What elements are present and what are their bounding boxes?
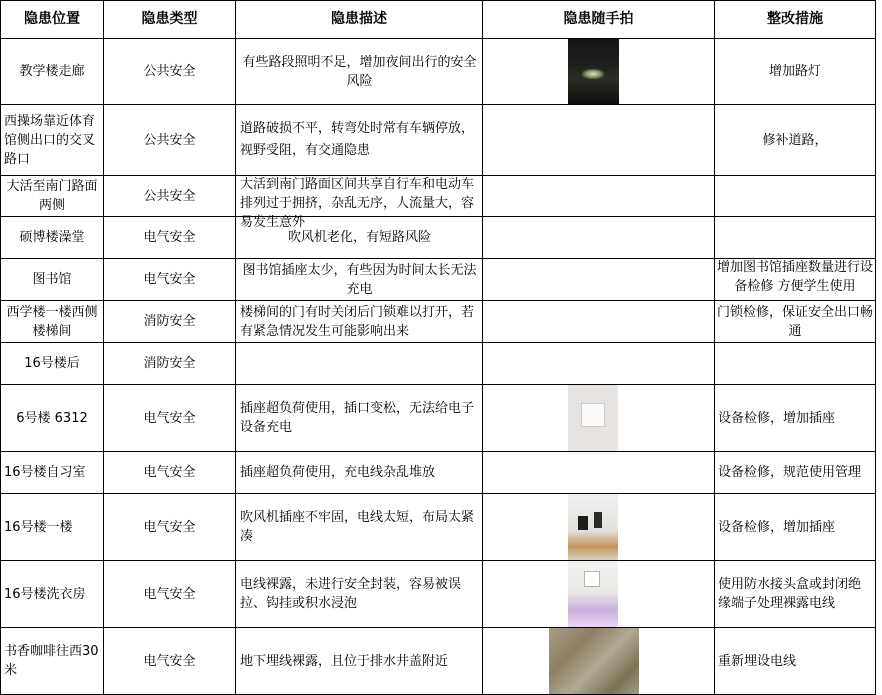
cell-location: 西学楼一楼西侧楼梯间 [1, 301, 104, 343]
cell-photo [483, 628, 715, 695]
cell-photo [483, 494, 715, 561]
cell-description: 吹风机插座不牢固，电线太短，布局太紧凑 [236, 494, 483, 561]
cell-photo [483, 217, 715, 259]
description-text: 图书馆插座太少，有些因为时间太长无法充电 [242, 262, 477, 297]
night-road-photo [568, 39, 619, 104]
table-row [1, 105, 876, 176]
cell-type: 电气安全 [104, 217, 236, 259]
table-row [1, 494, 876, 561]
cell-description: 地下埋线裸露，且位于排水井盖附近 [236, 628, 483, 695]
cell-type: 电气安全 [104, 259, 236, 301]
cell-type: 电气安全 [104, 561, 236, 628]
cell-photo [483, 385, 715, 452]
cell-location: 书香咖啡往西30米 [1, 628, 104, 695]
cell-type: 消防安全 [104, 343, 236, 385]
cell-photo [483, 561, 715, 628]
table-row [1, 561, 876, 628]
cell-location: 大活至南门路面两侧 [1, 176, 104, 217]
header-measure: 整改措施 [715, 1, 876, 39]
cell-description: 道路破损不平，转弯处时常有车辆停放，视野受阻，有交通隐患 [236, 105, 483, 176]
header-row [1, 1, 876, 39]
cell-measure [715, 217, 876, 259]
cell-measure: 修补道路， [715, 105, 876, 176]
description-text: 大活到南门路面区间共享自行车和电动车排列过于拥挤，杂乱无序，人流量大，容易发生意外 [240, 177, 475, 230]
cell-measure: 门锁检修，保证安全出口畅通 [715, 301, 876, 343]
table-row [1, 385, 876, 452]
cell-location: 16号楼一楼 [1, 494, 104, 561]
cell-location: 16号楼后 [1, 343, 104, 385]
cell-description: 电线裸露，未进行安全封装，容易被误拉、钩挂或积水浸泡 [236, 561, 483, 628]
wall-socket-photo [568, 385, 618, 451]
cell-measure: 设备检修，增加插座 [715, 494, 876, 561]
header-photo: 隐患随手拍 [483, 1, 715, 39]
table-row [1, 259, 876, 301]
cell-location: 教学楼走廊 [1, 39, 104, 105]
measure-text: 增加图书馆插座数量进行设备检修 方便学生使用 [716, 259, 873, 294]
cell-type: 电气安全 [104, 494, 236, 561]
exposed-ground-wire-photo [549, 628, 639, 694]
header-type: 隐患类型 [104, 1, 236, 39]
cell-type: 消防安全 [104, 301, 236, 343]
cell-photo [483, 343, 715, 385]
cell-location: 6号楼 6312 [1, 385, 104, 452]
cell-description: 吹风机老化，有短路风险 [236, 217, 483, 259]
cell-photo [483, 39, 715, 105]
cell-type: 公共安全 [104, 176, 236, 217]
header-description: 隐患描述 [236, 1, 483, 39]
table-row [1, 452, 876, 494]
header-location: 隐患位置 [1, 1, 104, 39]
table-row [1, 628, 876, 695]
laundry-room-wire-photo [568, 561, 618, 627]
table-row [1, 176, 876, 217]
cell-type: 电气安全 [104, 385, 236, 452]
hair-dryer-sockets-photo [568, 494, 618, 560]
cell-description [236, 176, 483, 230]
cell-photo [483, 176, 715, 217]
cell-location: 图书馆 [1, 259, 104, 301]
cell-measure [715, 259, 876, 301]
cell-measure: 重新埋设电线 [715, 628, 876, 695]
description-text: 楼梯间的门有时关闭后门锁难以打开，若有紧急情况发生可能影响出来 [240, 304, 475, 339]
table-row [1, 39, 876, 105]
cell-type: 公共安全 [104, 39, 236, 105]
cell-description: 有些路段照明不足，增加夜间出行的安全风险 [236, 39, 483, 105]
cell-measure: 使用防水接头盒或封闭绝缘端子处理裸露电线 [715, 561, 876, 628]
cell-location: 西操场靠近体育馆侧出口的交叉路口 [1, 105, 104, 176]
cell-description [236, 259, 483, 301]
cell-measure: 增加路灯 [715, 39, 876, 105]
table-row [1, 301, 876, 343]
cell-photo [483, 259, 715, 301]
table-row [1, 343, 876, 385]
cell-description: 插座超负荷使用，充电线杂乱堆放 [236, 452, 483, 494]
cell-photo [483, 105, 715, 176]
cell-photo [483, 452, 715, 494]
cell-type: 公共安全 [104, 105, 236, 176]
cell-photo [483, 301, 715, 343]
cell-measure [715, 343, 876, 385]
cell-description: 插座超负荷使用，插口变松，无法给电子设备充电 [236, 385, 483, 452]
cell-measure: 设备检修，增加插座 [715, 385, 876, 452]
cell-type: 电气安全 [104, 628, 236, 695]
cell-type: 电气安全 [104, 452, 236, 494]
cell-measure [715, 176, 876, 217]
cell-location: 16号楼自习室 [1, 452, 104, 494]
cell-location: 16号楼洗衣房 [1, 561, 104, 628]
cell-measure: 设备检修，规范使用管理 [715, 452, 876, 494]
cell-description [236, 343, 483, 385]
table-row [1, 217, 876, 259]
cell-location: 硕博楼澡堂 [1, 217, 104, 259]
cell-description [236, 301, 483, 343]
